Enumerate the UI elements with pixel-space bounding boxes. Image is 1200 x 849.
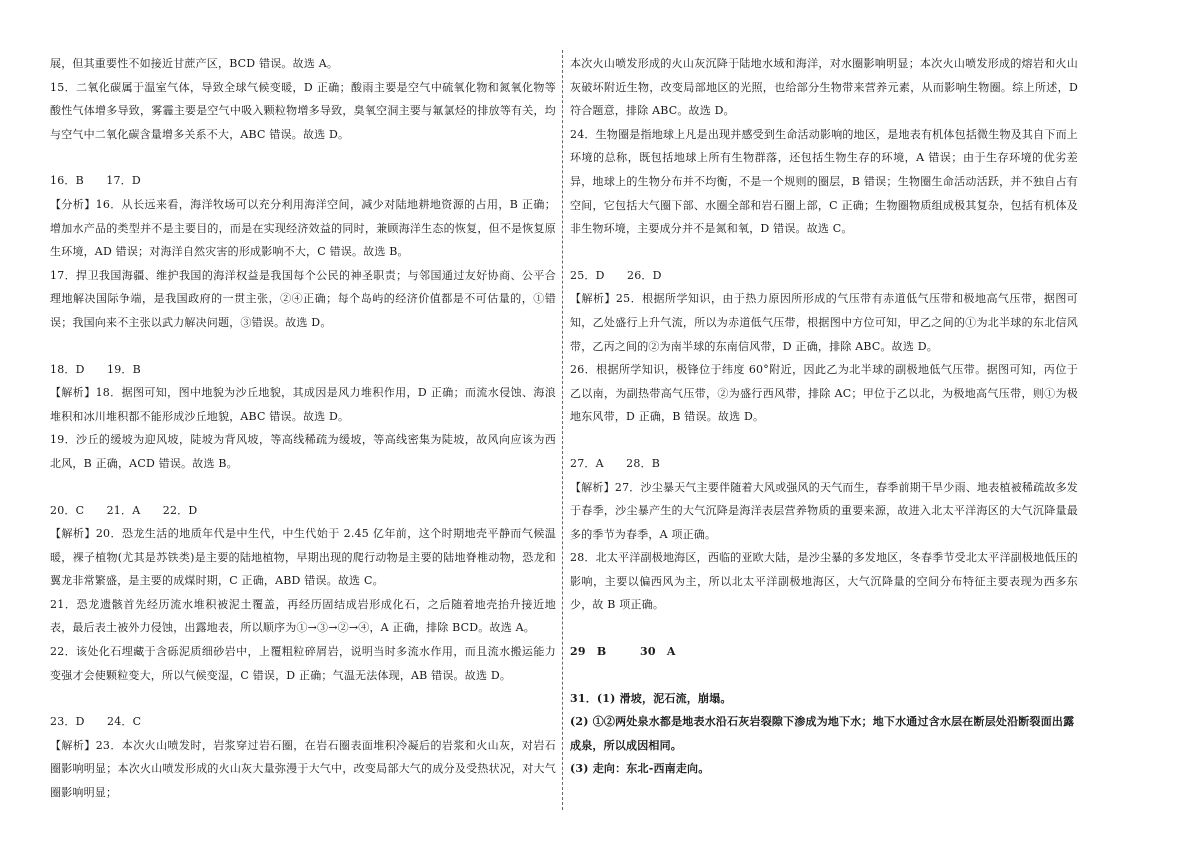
paragraph-gap bbox=[570, 429, 1078, 452]
paragraph-gap bbox=[50, 146, 556, 169]
explanation-paragraph: 【解析】20．恐龙生活的地质年代是中生代，中生代始于 2.45 亿年前，这个时期地壳平静而气候温暖，裸子植物(尤其是苏铁类)是主要的陆地植物，早期出现的爬行动物是主要的陆地脊椎动物，恐龙和翼龙非常繁盛，是主要的成煤时期，C 正确，ABD 错误。故选 C。 bbox=[50, 527, 556, 588]
paragraph-gap bbox=[50, 476, 556, 499]
paragraph-gap bbox=[570, 617, 1078, 640]
answer-line: 27．A 28．B bbox=[570, 456, 661, 470]
answer-line: 20．C 21．A 22．D bbox=[50, 503, 198, 517]
explanation-paragraph: 21．恐龙遗骸首先经历流水堆积被泥土覆盖，再经历固结成岩形成化石，之后随着地壳抬升接近地表，最后表土被外力侵蚀，出露地表，所以顺序为①→③→②→④，A 正确，排除 BCD。故选 A。 bbox=[50, 597, 556, 635]
explanation-paragraph: 【解析】18．据图可知，图中地貌为沙丘地貌，其成因是风力堆积作用，D 正确；而流水侵蚀、海浪堆积和冰川堆积都不能形成沙丘地貌，ABC 错误。故选 D。 bbox=[50, 386, 556, 423]
answer-line: 18．D 19．B bbox=[50, 362, 141, 376]
answer-line-bold: 31．(1) 滑坡，泥石流，崩塌。 bbox=[570, 691, 732, 705]
paragraph-gap bbox=[50, 335, 556, 358]
answer-line-bold: (3) 走向：东北-西南走向。 bbox=[570, 762, 710, 776]
answer-line-bold: 29 B 30 A bbox=[570, 645, 676, 659]
explanation-paragraph: 26．根据所学知识，极锋位于纬度 60°附近，因此乙为北半球的副极地低气压带。据图可知，丙位于乙以南，为副热带高气压带，②为盛行西风带，排除 AC；甲位于乙以北，为极地高气压带，则①为极地东风带，D 正确，B 错误。故选 D。 bbox=[570, 363, 1078, 424]
explanation-paragraph: 【解析】27．沙尘暴天气主要伴随着大风或强风的天气而生，春季前期干旱少雨、地表植被稀疏故多发于春季，沙尘暴产生的大气沉降是海洋表层营养物质的重要来源，故进入北太平洋海区的大气沉降量最多的季节为春季，A 项正确。 bbox=[570, 480, 1078, 541]
paragraph-gap bbox=[570, 664, 1078, 687]
explanation-paragraph: 24．生物圈是指地球上凡是出现并感受到生命活动影响的地区，是地表有机体包括微生物及其自下而上环境的总称，既包括地球上所有生物群落，还包括生物生存的环境，A 错误；由于生存环境的优劣差异，地球上的生物分布并不均衡，不是一个规则的圈层，B 错误；生物圈生命活动活跃，并不独自占有空间，它包括大气圈下部、水圈全部和岩石圈上部，C 正确；生物圈物质组成极其复杂，包括有机体及非生物环境，主要成分并不是氮和氧，D 错误。故选 C。 bbox=[570, 127, 1078, 236]
explanation-paragraph: 15．二氧化碳属于温室气体，导致全球气候变暖，D 正确；酸雨主要是空气中硫氧化物和氮氧化物等酸性气体增多导致，雾霾主要是空气中吸入颗粒物增多导致，臭氧空洞主要与氟氯烃的排放等有关，均与空气中二氧化碳含量增多关系不大，ABC 错误。故选 D。 bbox=[50, 80, 556, 141]
answer-line-bold: (2) ①②两处泉水都是地表水沿石灰岩裂隙下渗成为地下水；地下水通过含水层在断层处沿断裂面出露成泉，所以成因相同。 bbox=[570, 715, 1075, 752]
paragraph-gap bbox=[50, 687, 556, 710]
explanation-paragraph: 17．捍卫我国海疆、维护我国的海洋权益是我国每个公民的神圣职责；与邻国通过友好协商、公平合理地解决国际争端，是我国政府的一贯主张，②④正确；每个岛屿的经济价值都是不可估量的，①错误；我国向来不主张以武力解决问题，③错误。故选 D。 bbox=[50, 268, 556, 329]
explanation-paragraph: 22．该处化石埋藏于含砾泥质细砂岩中，上覆粗粒碎屑岩，说明当时多流水作用，而且流水搬运能力变强才会使颗粒变大，所以气候变湿，C 错误，D 正确；气温无法体现，AB 错误。故选 D。 bbox=[50, 645, 556, 682]
explanation-paragraph: 展，但其重要性不如接近甘蔗产区，BCD 错误。故选 A。 bbox=[50, 57, 339, 70]
column-divider bbox=[562, 50, 563, 810]
explanation-paragraph: 【分析】16．从长远来看，海洋牧场可以充分利用海洋空间，减少对陆地耕地资源的占用，B 正确；增加水产品的类型并不是主要目的，而是在实现经济效益的同时，兼顾海洋生态的恢复，但不是恢复原生环境，AD 错误；对海洋自然灾害的形成影响不大，C 错误。故选 B。 bbox=[50, 197, 556, 259]
paragraph-gap bbox=[570, 241, 1078, 264]
right-column bbox=[570, 52, 1078, 781]
left-column bbox=[50, 52, 556, 805]
answer-line: 16．B 17．D bbox=[50, 174, 141, 188]
explanation-paragraph: 28．北太平洋副极地海区，西临的亚欧大陆，是沙尘暴的多发地区，冬春季节受北太平洋副极地低压的影响，主要以偏西风为主，所以北太平洋副极地海区，大气沉降量的空间分布特征主要表现为西多东少，故 B 项正确。 bbox=[570, 551, 1078, 612]
explanation-paragraph: 19．沙丘的缓坡为迎风坡，陡坡为背风坡，等高线稀疏为缓坡，等高线密集为陡坡，故风向应该为西北风，B 正确，ACD 错误。故选 B。 bbox=[50, 433, 556, 470]
explanation-paragraph: 【解析】23．本次火山喷发时，岩浆穿过岩石圈，在岩石圈表面堆积冷凝后的岩浆和火山灰，对岩石圈影响明显；本次火山喷发形成的火山灰大量弥漫于大气中，改变局部大气的成分及受热状况，对大气圈影响明显； bbox=[50, 738, 556, 800]
explanation-paragraph: 【解析】25．根据所学知识，由于热力原因所形成的气压带有赤道低气压带和极地高气压带，据图可知，乙处盛行上升气流，所以为赤道低气压带，根据图中方位可知，甲乙之间的①为北半球的东北信风带，乙丙之间的②为南半球的东南信风带，D 正确，排除 ABC。故选 D。 bbox=[570, 292, 1078, 353]
explanation-paragraph: 本次火山喷发形成的火山灰沉降于陆地水域和海洋，对水圈影响明显；本次火山喷发形成的熔岩和火山灰破坏附近生物，改变局部地区的光照，也给部分生物带来营养元素，从而影响生物圈。综上所述，D 符合题意，排除 ABC。故选 D。 bbox=[570, 57, 1078, 118]
answer-line: 23．D 24．C bbox=[50, 715, 142, 729]
answer-line: 25．D 26．D bbox=[570, 268, 662, 282]
